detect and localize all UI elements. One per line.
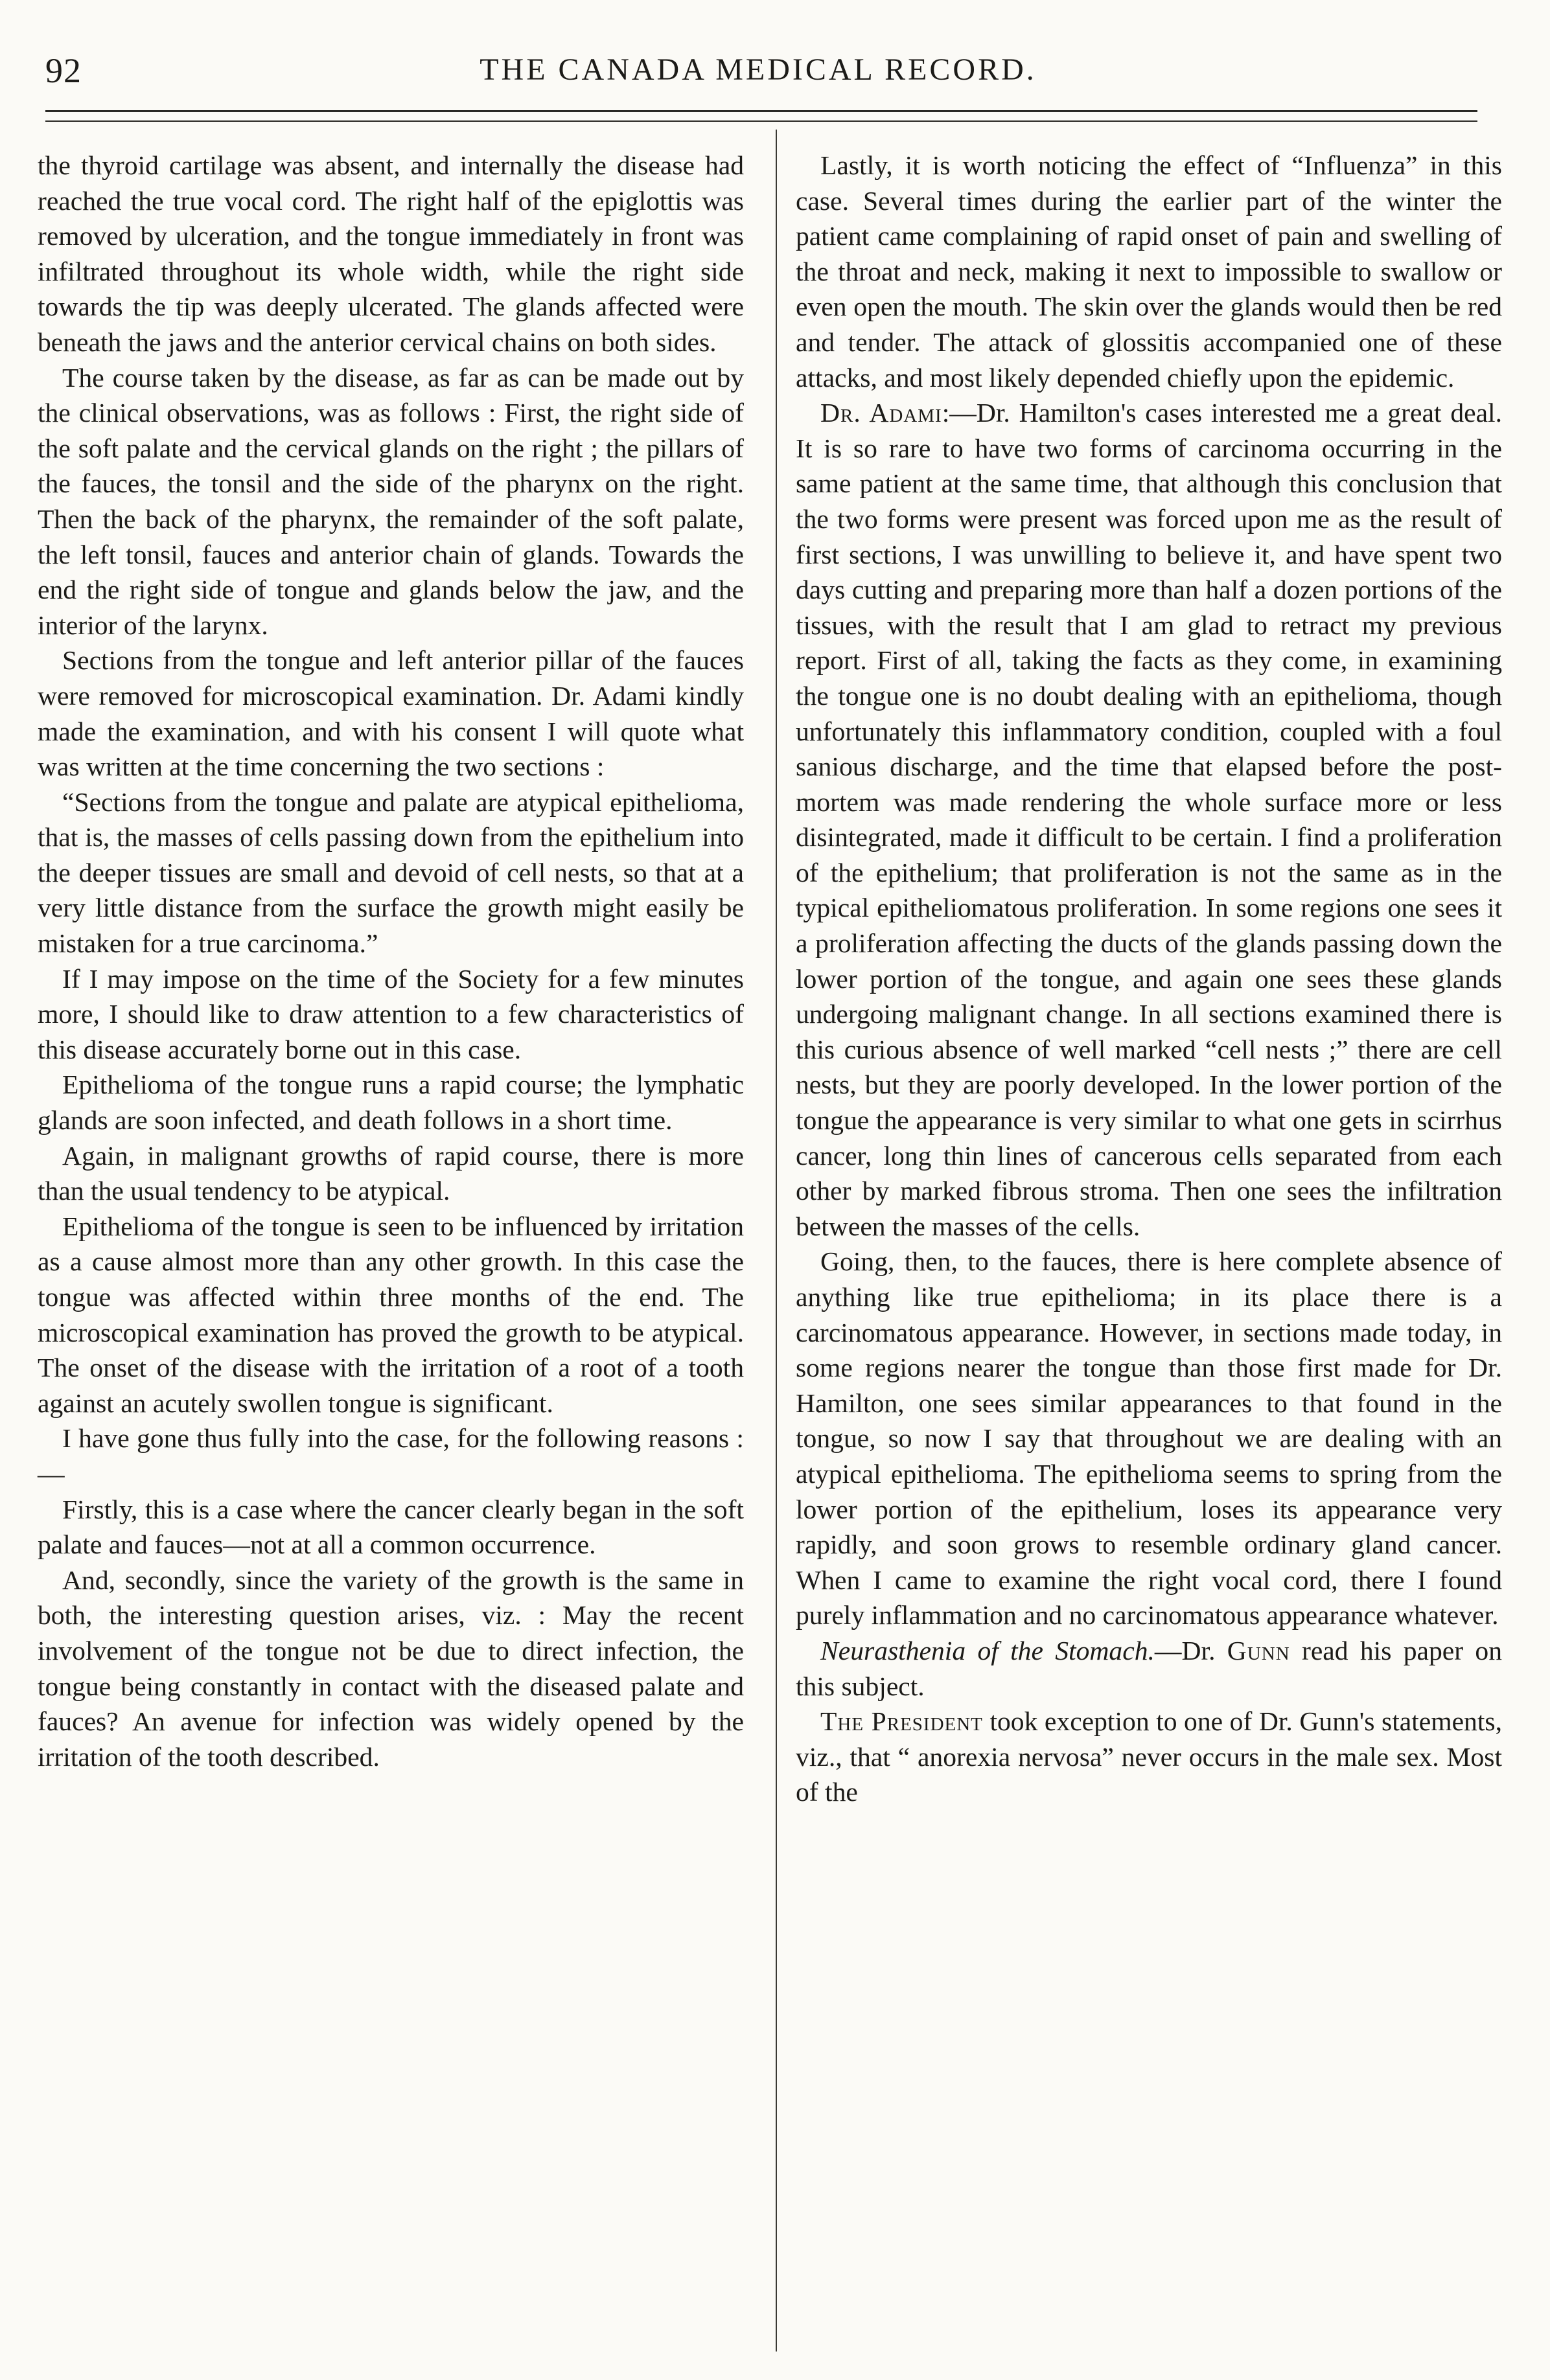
paragraph: Sections from the tongue and left anterior pillar of the fauces were removed for microscopical examination. Dr. Adami kindly made the examination, and with his consent I will quote what was written at the time concerning the two sections : <box>38 645 744 782</box>
speaker-name: Dr. Adami <box>820 398 942 428</box>
paragraph: If I may impose on the time of the Society for a few minutes more, I should like to draw attention to a few characteristics of this disease accurately borne out in this case. <box>38 963 744 1064</box>
paragraph: Lastly, it is worth noticing the effect of “Influenza” in this case. Several times during the earlier part of the winter the patient came complaining of rapid onset of pain and swelling of the throat and neck, making it next to impossible to swallow or even open the mouth. The skin over the glands would then be red and tender. The attack of glossitis accompanied one of these attacks, and most likely depended chiefly upon the epidemic. <box>796 150 1502 393</box>
paragraph-text: :—Dr. Hamilton's cases interested me a great deal. It is so rare to have two forms of carcinoma occurring in the same patient at the same time, that although this conclusion that the two forms were present was forced upon me as the result of first sections, I was unwilling to believe it, and have spent two days cutting and preparing more than half a dozen portions of the tissues, with the result that I am glad to retract my previous report. First of all, taking the facts as they come, in examining the tongue one is no doubt dealing with an epithelioma, though unfortunately this inflammatory condition, coupled with a foul sanious discharge, and the time that elapsed before the post-mortem was made rendering the whole surface more or less disintegrated, made it difficult to be certain. I find a proliferation of the epithelium; that proliferation is not the same as in the typical epitheliomatous proliferation. In some regions one sees it a proliferation affecting the ducts of the glands passing down the lower portion of the tongue, and again one sees these glands undergoing malignant change. In all sections examined there is this curious absence of well marked “cell nests ;” there are cell nests, but they are poorly developed. In the lower portion of the tongue the appearance is very similar to what one gets in scirrhus cancer, long thin lines of cancerous cells separated from each other by marked fibrous stroma. Then one sees the infiltration between the masses of the cells. <box>796 398 1502 1241</box>
paragraph: The course taken by the disease, as far as can be made out by the clinical observations, was as follows : First, the right side of the soft palate and the cervical glands on the right ; the pillars of the fauces, the tonsil and the side of the pharynx on the right. Then the back of the pharynx, the remainder of the soft palate, the left tonsil, fauces and anterior chain of glands. Towards the end the right side of tongue and glands below the jaw, and the interior of the larynx. <box>38 362 744 640</box>
paragraph: Epithelioma of the tongue runs a rapid course; the lymphatic glands are soon infected, and death follows in a short time. <box>38 1070 744 1136</box>
paragraph-text: took exception to one of Dr. Gunn's statements, viz., that “ anorexia nervosa” never occurs in the male sex. Most of the <box>796 1706 1502 1807</box>
page-header <box>45 51 1471 102</box>
paragraph: Firstly, this is a case where the cancer clearly began in the soft palate and fauces—not at all a common occurrence. <box>38 1494 744 1560</box>
column-divider <box>776 130 777 2351</box>
paragraph: Going, then, to the fauces, there is here complete absence of anything like true epithelioma; in its place there is a carcinomatous appearance. However, in sections made today, in some regions nearer the tongue than those first made for Dr. Hamilton, one sees similar appearances to that found in the tongue, so now I say that throughout we are dealing with an atypical epithelioma. The epithelioma seems to spring from the lower portion of the epithelium, loses its appearance very rapidly, and soon grows to resemble ordinary gland cancer. When I came to examine the right vocal cord, there I found purely inflammation and no carcinomatous appearance whatever. <box>796 1246 1502 1631</box>
header-rule-thin <box>45 120 1477 122</box>
paragraph: I have gone thus fully into the case, for the following reasons :— <box>38 1423 744 1489</box>
quoted-paragraph: “Sections from the tongue and palate are atypical epithelioma, that is, the masses of cells passing down from the epithelium into the deeper tissues are small and devoid of cell nests, so that at a very little distance from the surface the growth might easily be mistaken for a true carcinoma.” <box>38 786 744 959</box>
paragraph: the thyroid cartilage was absent, and internally the disease had reached the true vocal cord. The right half of the epiglottis was removed by ulceration, and the tongue immediately in front was infiltrated throughout its whole width, while the right side towards the tip was deeply ulcerated. The glands affected were beneath the jaws and the anterior cervical chains on both sides. <box>38 150 744 357</box>
section-title: Neurasthenia of the Stomach. <box>820 1635 1155 1665</box>
paragraph: Epithelioma of the tongue is seen to be influenced by irritation as a cause almost more than any other growth. In this case the tongue was affected within three months of the end. The microscopical examination has proved the growth to be atypical. The onset of the disease with the irritation of a root of a tooth against an acutely swollen tongue is significant. <box>38 1211 744 1418</box>
page-number: 92 <box>45 51 82 90</box>
paragraph <box>796 1704 1502 1810</box>
header-rule-thick <box>45 110 1477 112</box>
paragraph: And, secondly, since the variety of the growth is the same in both, the interesting question arises, viz. : May the recent involvement of the tongue not be due to direct infection, the tongue being constantly in contact with the diseased palate and fauces? An avenue for infection was widely opened by the irritation of the tooth described. <box>38 1564 744 1772</box>
paragraph-text: read his paper on this subject. <box>796 1635 1503 1701</box>
paragraph <box>796 395 1502 1244</box>
paragraph: Again, in malignant growths of rapid course, there is more than the usual tendency to be atypical. <box>38 1140 744 1206</box>
speaker-name: The President <box>820 1706 983 1737</box>
paragraph <box>796 1633 1502 1704</box>
journal-title: THE CANADA MEDICAL RECORD. <box>480 52 1037 87</box>
speaker-name: Gunn <box>1227 1635 1290 1665</box>
right-column <box>796 148 1502 1810</box>
left-column <box>38 148 744 1774</box>
paragraph-text: —Dr. <box>1154 1635 1227 1665</box>
